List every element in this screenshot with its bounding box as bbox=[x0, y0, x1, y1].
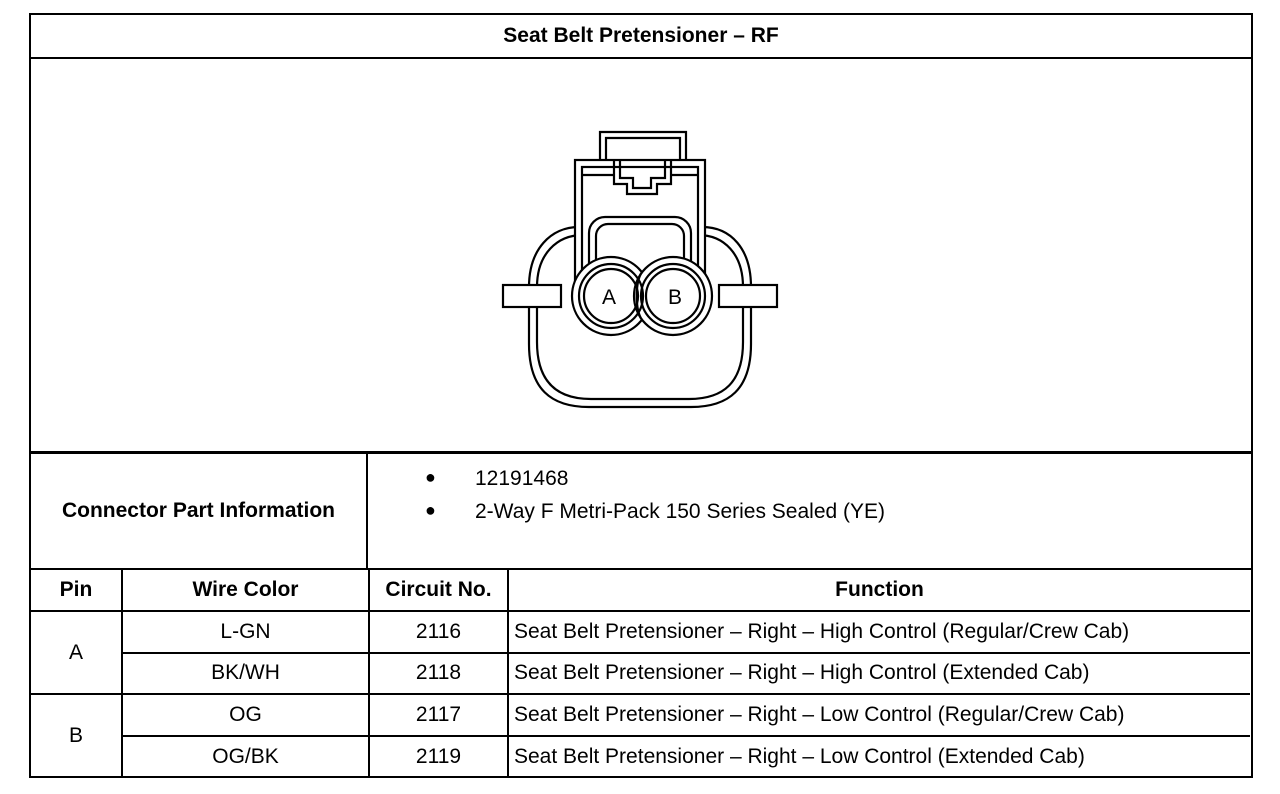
table-row bbox=[31, 611, 1250, 653]
header-pin: Pin bbox=[31, 570, 122, 611]
function-cell: Seat Belt Pretensioner – Right – Low Control (Extended Cab) bbox=[508, 736, 1250, 777]
connector-drawing bbox=[31, 59, 1251, 454]
cavity-label-a: A bbox=[601, 286, 617, 309]
table-row bbox=[31, 653, 1250, 695]
wire-color-cell: OG bbox=[122, 694, 369, 736]
header-function: Function bbox=[508, 570, 1250, 611]
table-row bbox=[31, 736, 1250, 777]
bullet-icon: ● bbox=[425, 500, 436, 520]
header-circuit: Circuit No. bbox=[369, 570, 508, 611]
table-row bbox=[31, 694, 1250, 736]
connector-part-information bbox=[31, 454, 1251, 570]
wire-color-cell: OG/BK bbox=[122, 736, 369, 777]
connector-description: 2-Way F Metri-Pack 150 Series Sealed (YE) bbox=[475, 500, 886, 523]
function-cell: Seat Belt Pretensioner – Right – Low Control (Regular/Crew Cab) bbox=[508, 694, 1250, 736]
header-wire-color: Wire Color bbox=[122, 570, 369, 611]
function-cell: Seat Belt Pretensioner – Right – High Control (Extended Cab) bbox=[508, 653, 1250, 695]
part-info-list bbox=[371, 454, 1251, 568]
wire-color-cell: L-GN bbox=[122, 611, 369, 653]
cavity-label-b: B bbox=[667, 286, 683, 309]
circuit-cell: 2117 bbox=[369, 694, 508, 736]
pin-cell: B bbox=[31, 694, 122, 777]
connector-sheet bbox=[29, 13, 1253, 778]
connector-face-diagram bbox=[31, 59, 1250, 451]
page-title: Seat Belt Pretensioner – RF bbox=[31, 15, 1251, 59]
function-cell: Seat Belt Pretensioner – Right – High Control (Regular/Crew Cab) bbox=[508, 611, 1250, 653]
table-header-row bbox=[31, 570, 1250, 611]
pin-cell: A bbox=[31, 611, 122, 695]
part-info-label: Connector Part Information bbox=[31, 454, 368, 568]
pinout-table bbox=[31, 570, 1250, 778]
circuit-cell: 2118 bbox=[369, 653, 508, 695]
circuit-cell: 2119 bbox=[369, 736, 508, 777]
bullet-icon: ● bbox=[425, 467, 436, 487]
circuit-cell: 2116 bbox=[369, 611, 508, 653]
part-number: 12191468 bbox=[475, 467, 569, 490]
wire-color-cell: BK/WH bbox=[122, 653, 369, 695]
